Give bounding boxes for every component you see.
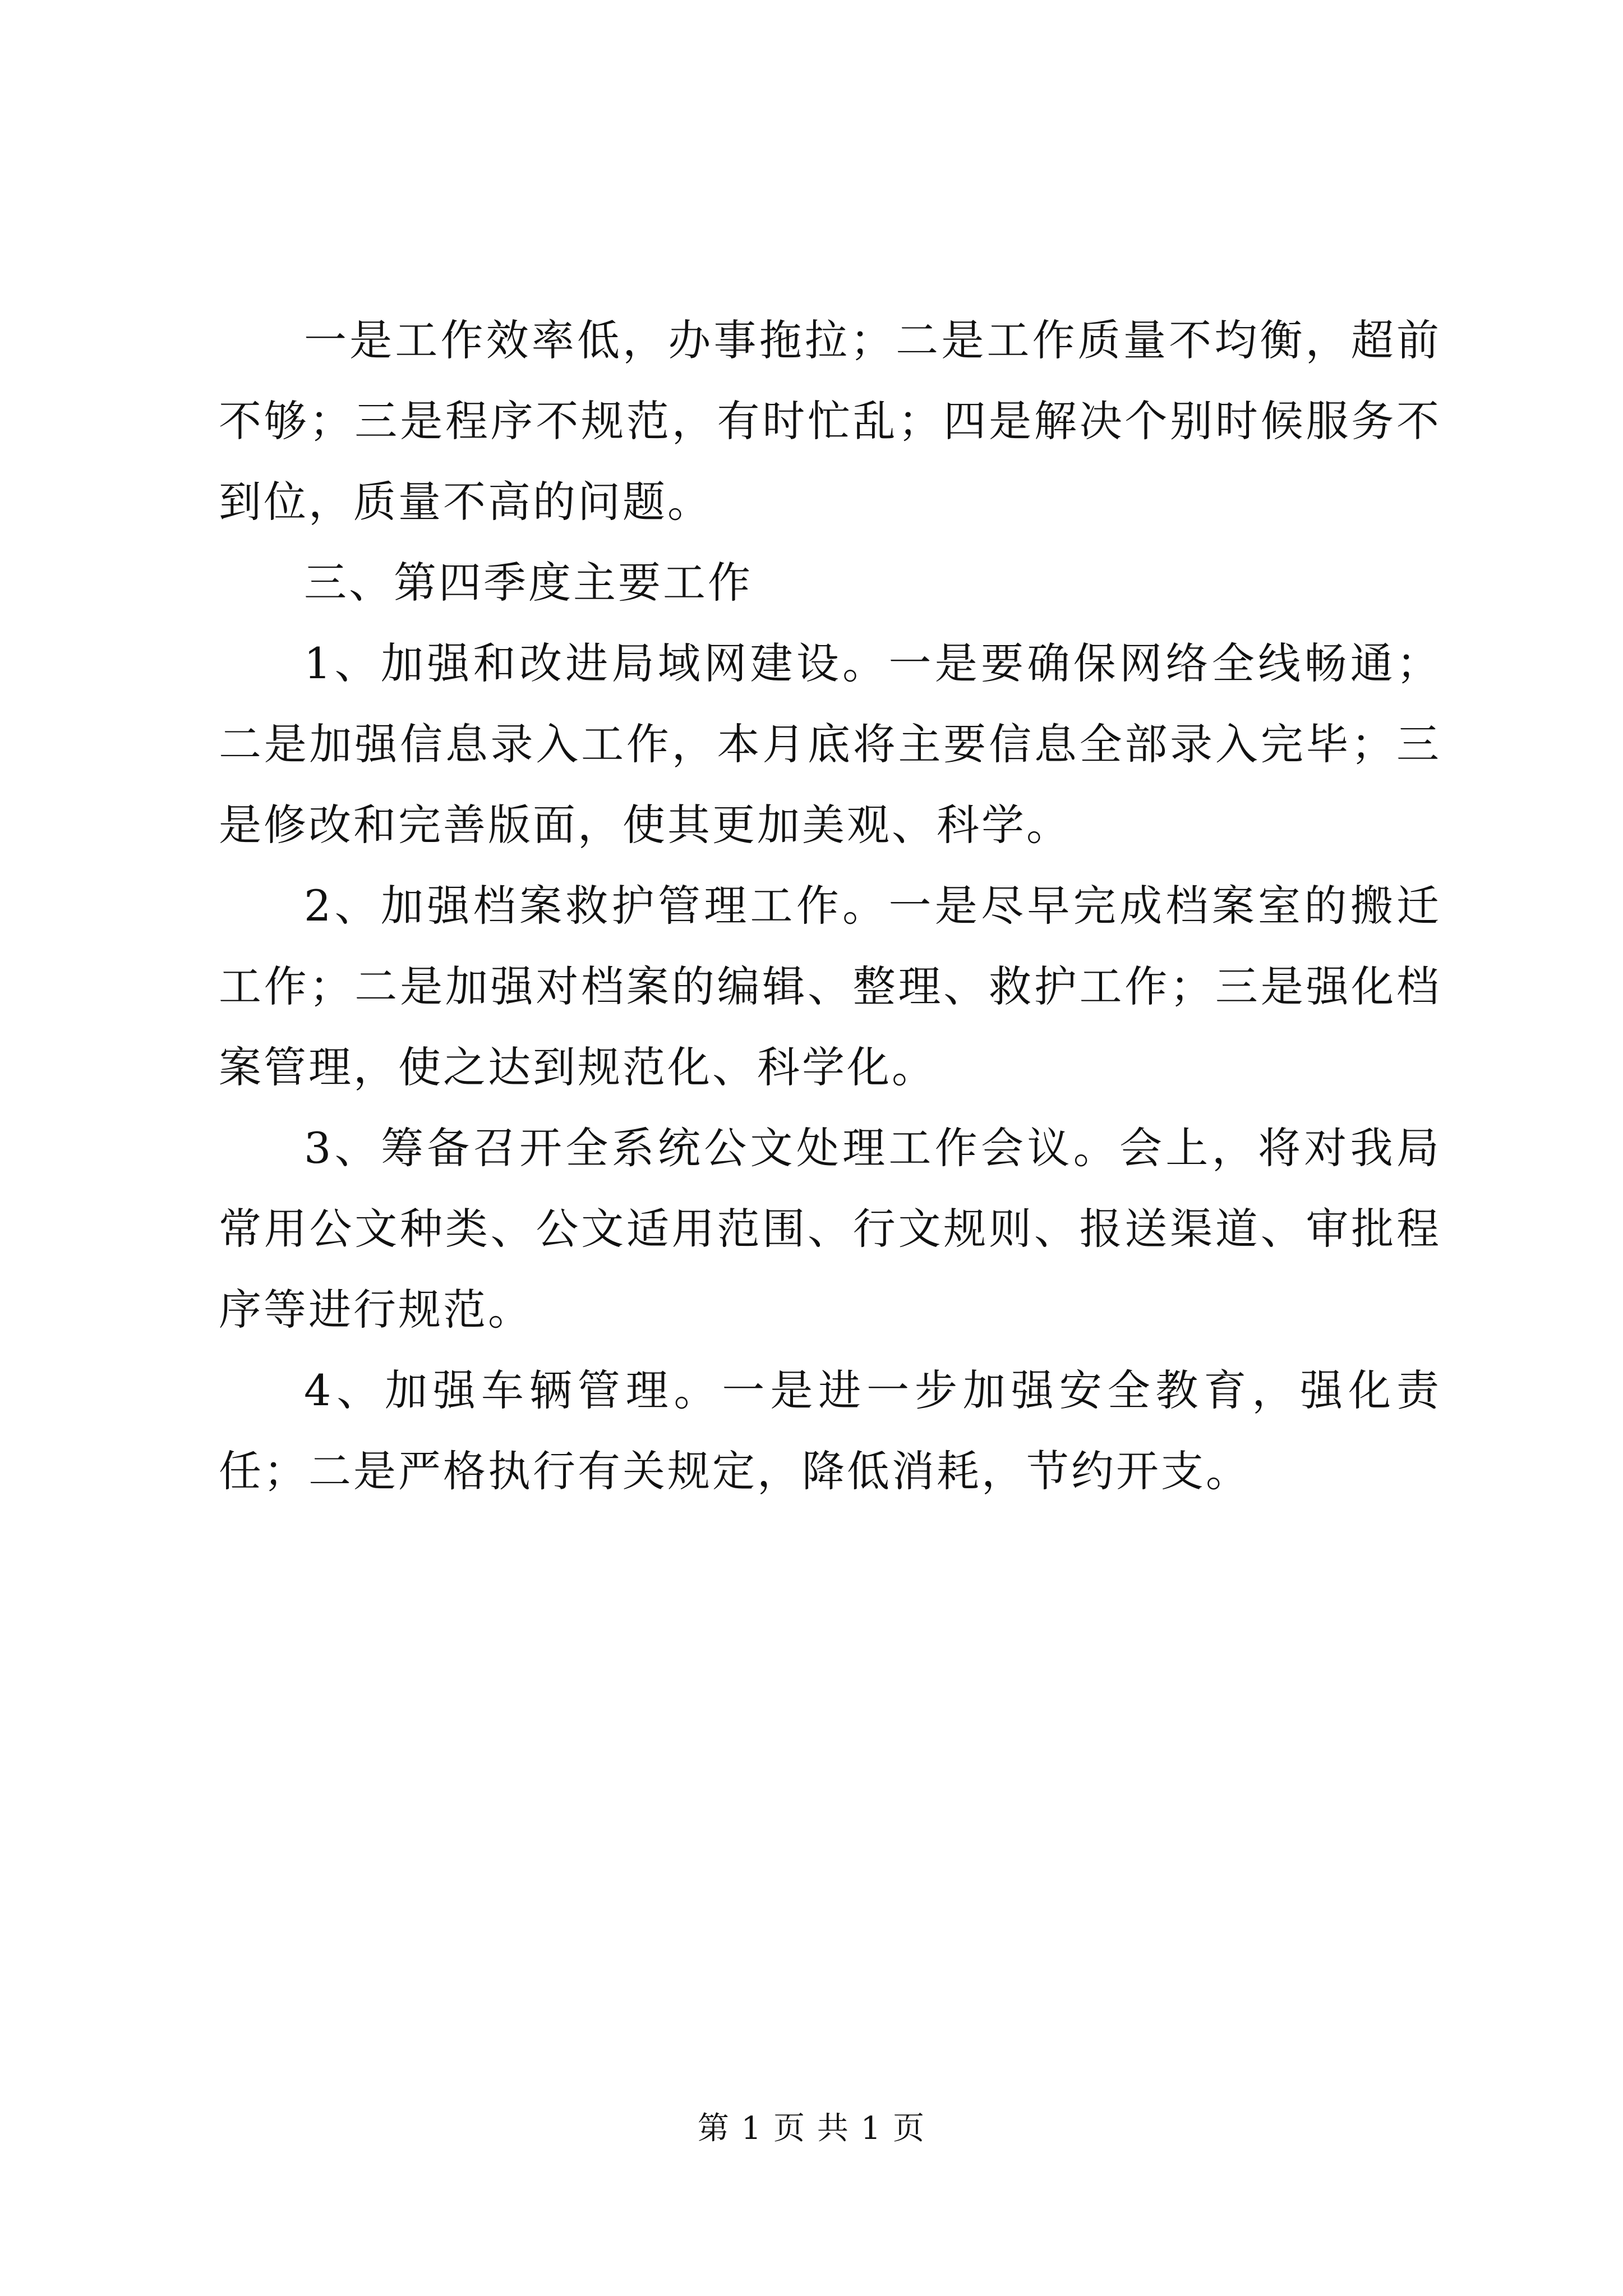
paragraph-problems: 一是工作效率低，办事拖拉；二是工作质量不均衡，超前不够；三是程序不规范，有时忙乱；四是解决个别时候服务不到位，质量不高的问题。 bbox=[219, 315, 1441, 527]
paragraph-item-1-lan: 1、加强和改进局域网建设。一是要确保网络全线畅通；二是加强信息录入工作，本月底将主要信息全部录入完毕；三是修改和完善版面，使其更加美观、科学。 bbox=[219, 638, 1441, 850]
paragraph-item-3-meeting: 3、筹备召开全系统公文处理工作会议。会上，将对我局常用公文种类、公文适用范围、行文规则、报送渠道、审批程序等进行规范。 bbox=[219, 1123, 1441, 1335]
paragraph-item-2-archives: 2、加强档案救护管理工作。一是尽早完成档案室的搬迁工作；二是加强对档案的编辑、整理、救护工作；三是强化档案管理，使之达到规范化、科学化。 bbox=[219, 881, 1441, 1092]
page-footer: 第 1 页 共 1 页 bbox=[697, 2110, 926, 2147]
paragraph-item-4-vehicles: 4、加强车辆管理。一是进一步加强安全教育，强化责任；二是严格执行有关规定，降低消耗，节约开支。 bbox=[219, 1365, 1441, 1496]
document-body bbox=[219, 300, 1441, 1512]
section-heading-q4-work: 三、第四季度主要工作 bbox=[304, 558, 753, 608]
